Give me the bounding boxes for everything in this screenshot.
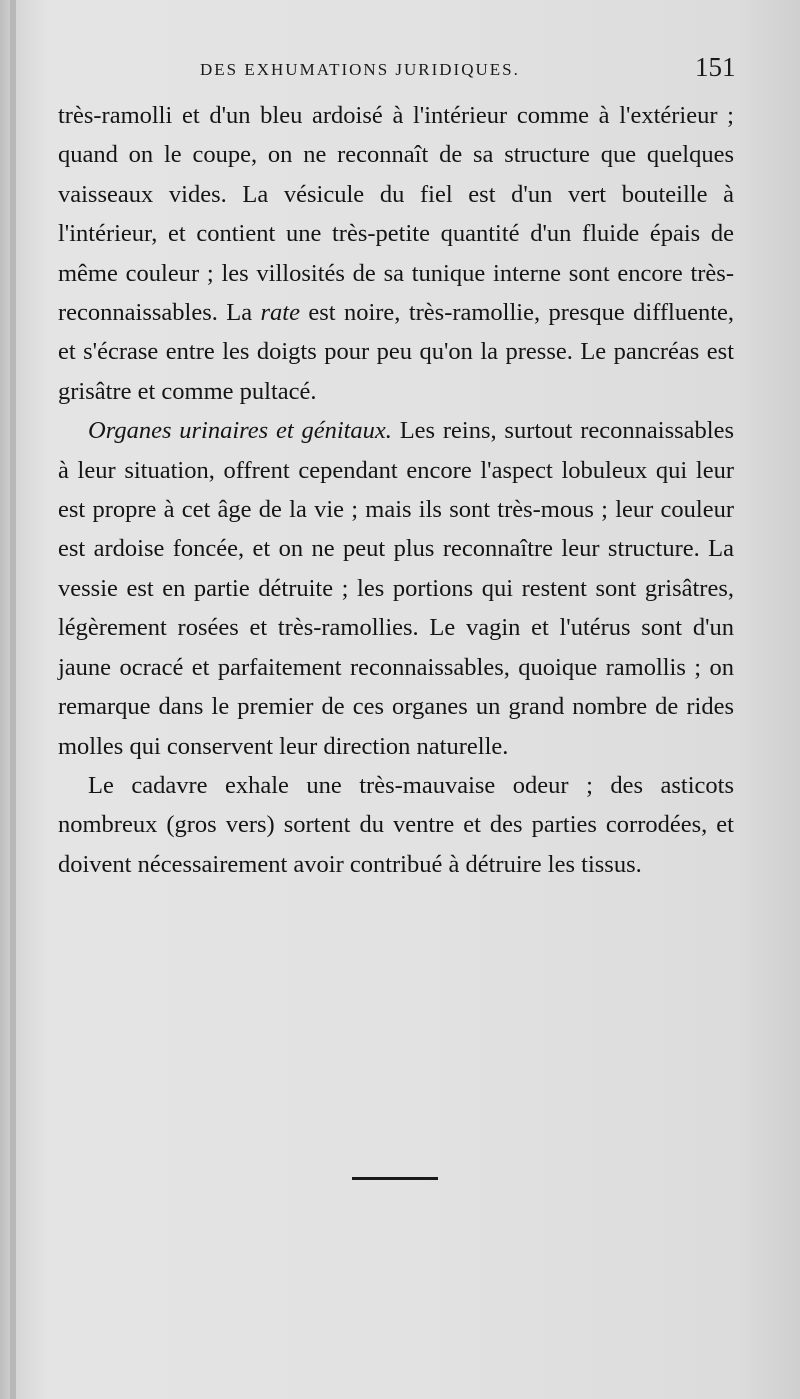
paragraph [58, 411, 734, 766]
text-segment: est noire, très-ramollie, presque diffluente, et s'écrase entre les doigts pour peu qu'on la presse. Le pancréas est grisâtre et comme pultacé. [58, 299, 734, 405]
paragraph [58, 96, 734, 411]
italic-term: rate [260, 299, 300, 327]
text-segment: très-ramolli et d'un bleu ardoisé à l'intérieur comme à l'extérieur ; quand on le coupe, on ne reconnaît de sa structure que quelques vaisseaux vides. La vésicule du fiel est d'un vert bouteille à l'intérieur, et contient une très-petite quantité d'un fluide épais de même couleur ; les villosités de sa tunique interne sont encore très-reconnaissables. La [58, 102, 734, 327]
text-segment: Les reins, surtout reconnaissables à leur situation, offrent cependant encore l'aspect lobuleux qui leur est propre à cet âge de la vie ; mais ils sont très-mous ; leur couleur est ardoise foncée, et on ne peut plus reconnaître leur structure. La vessie est en partie détruite ; les portions qui restent sont grisâtres, légèrement rosées et très-ramollies. Le vagin et l'utérus sont d'un jaune ocracé et parfaitement reconnaissables, quoique ramollis ; on remarque dans le premier de ces organes un grand nombre de rides molles qui conservent leur direction naturelle. [58, 417, 734, 760]
text-segment: Le cadavre exhale une très-mauvaise odeur ; des asticots nombreux (gros vers) sortent du ventre et des parties corrodées, et doivent nécessairement avoir contribué à détruire les tissus. [58, 771, 734, 878]
section-end-rule [352, 1177, 438, 1180]
page-number: 151 [695, 52, 736, 82]
section-heading: Organes urinaires et génitaux. [88, 417, 392, 445]
running-head: DES EXHUMATIONS JURIDIQUES. [200, 60, 520, 79]
page-edge [10, 0, 16, 1399]
body-text [58, 96, 734, 884]
paragraph [58, 766, 734, 884]
